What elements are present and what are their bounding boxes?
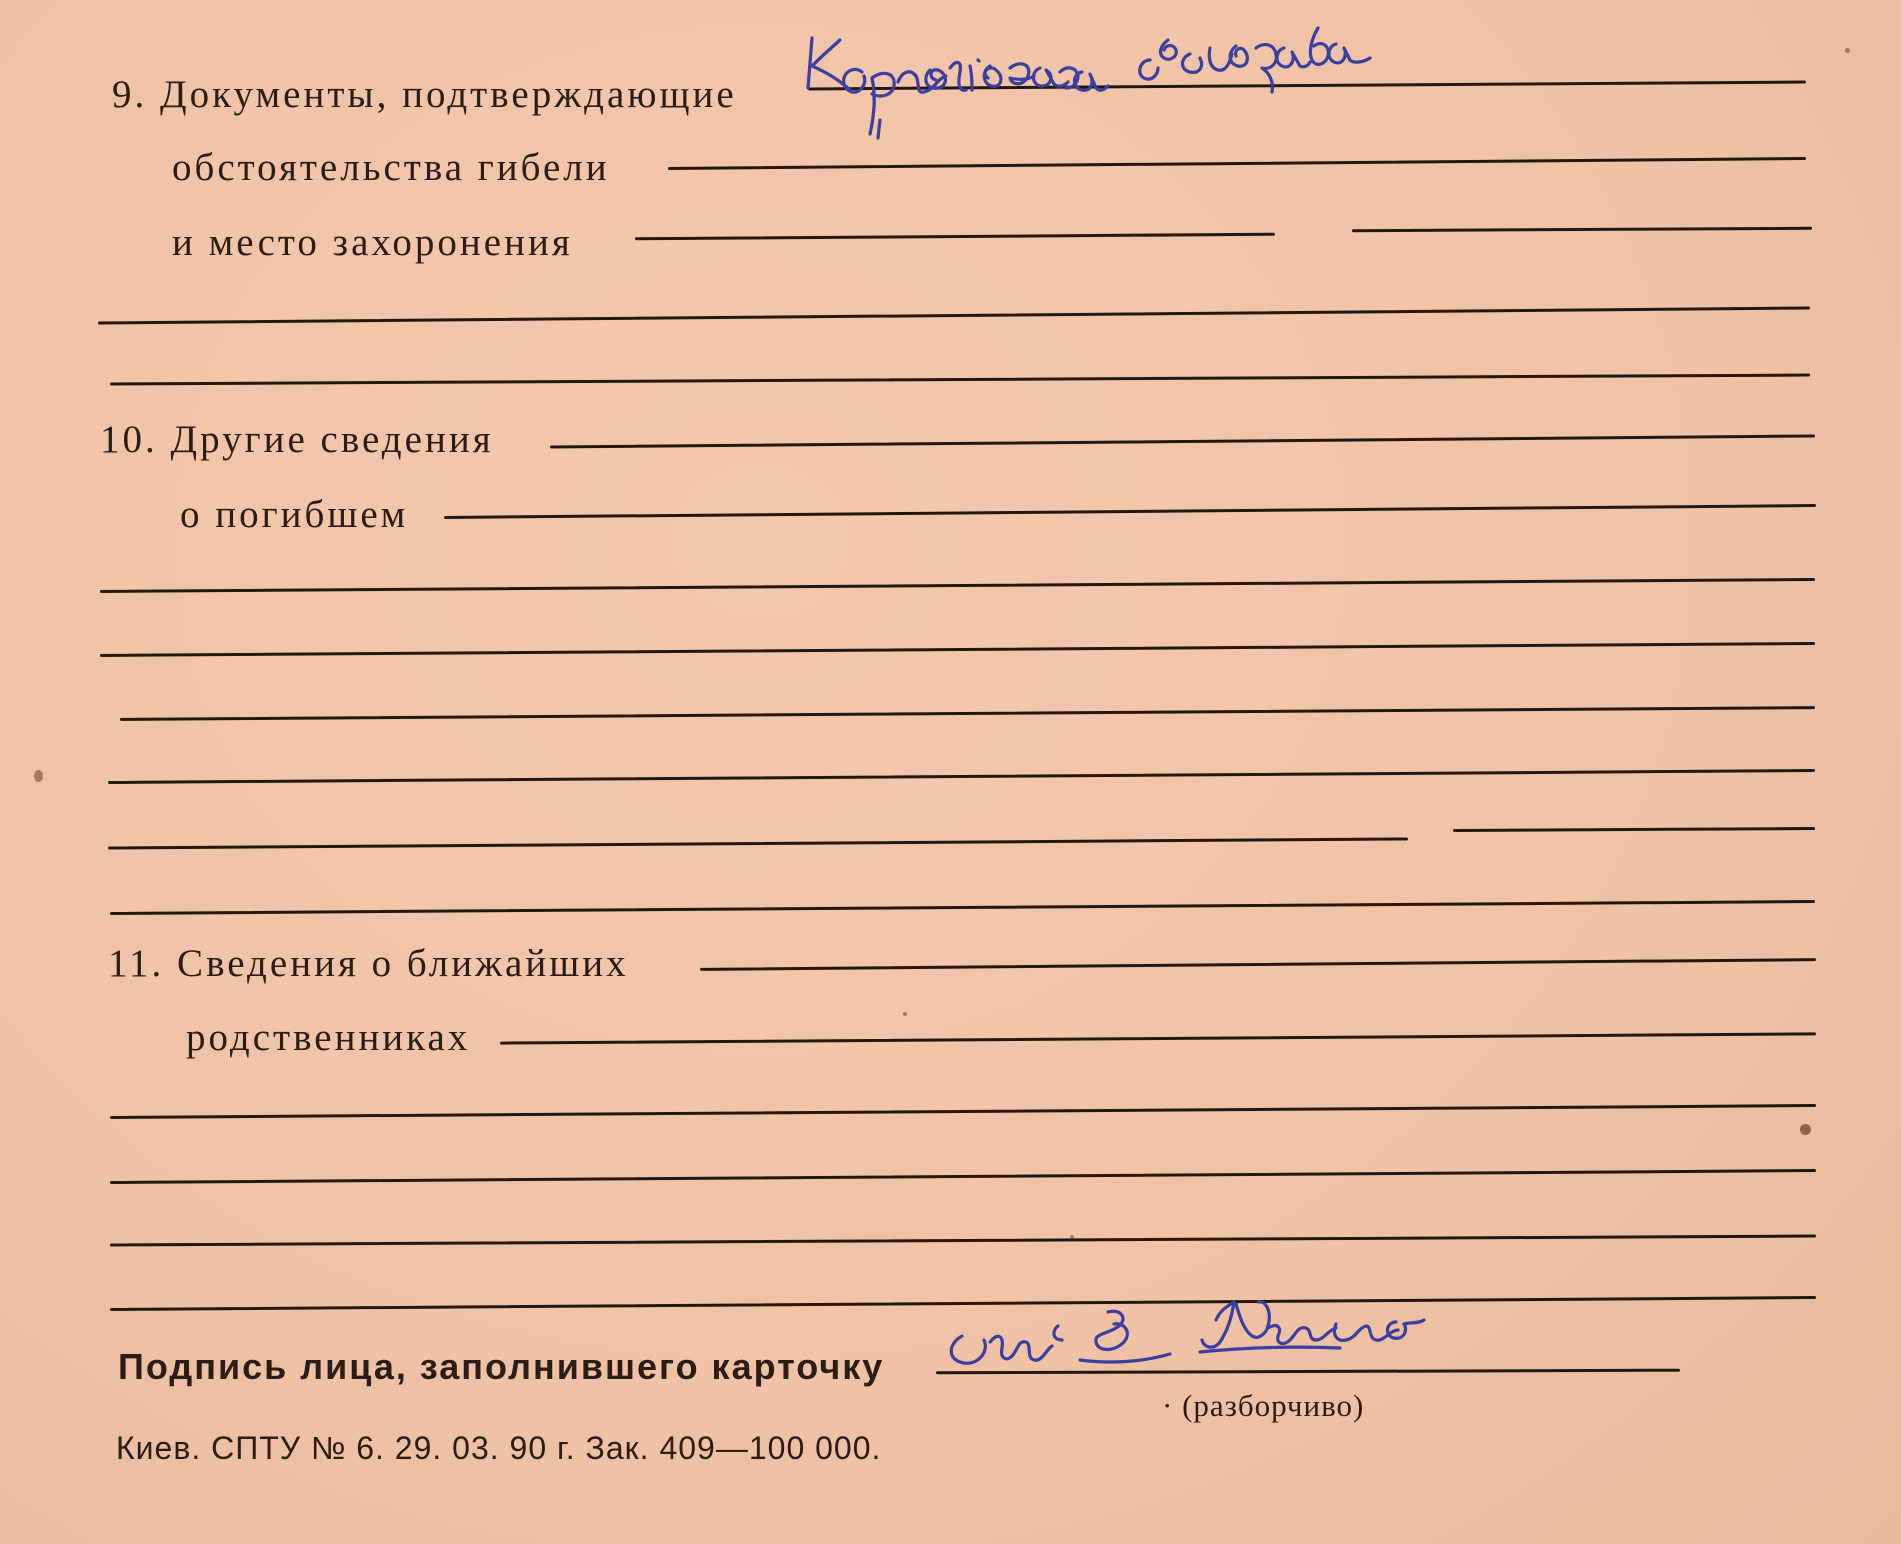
item10-answer-line	[444, 504, 1816, 519]
item9-answer-line	[668, 157, 1806, 170]
item11-label-line2: родственниках	[186, 1016, 471, 1059]
print-imprint: Киев. СПТУ № 6. 29. 03. 90 г. Зак. 409—100 000.	[116, 1430, 882, 1466]
item10-label-line2: о погибшем	[180, 493, 409, 536]
item11-answer-line	[110, 1296, 1816, 1311]
item10-answer-line	[110, 900, 1815, 915]
item9-answer-line	[808, 81, 1806, 91]
item10-answer-line	[1453, 827, 1815, 832]
item11-answer-line	[110, 1235, 1816, 1247]
item11-answer-line	[110, 1169, 1816, 1184]
item10-answer-line	[550, 434, 1815, 448]
signature-hint: · (разборчиво)	[1162, 1388, 1365, 1423]
item9-answer-line	[98, 307, 1810, 325]
paper-speck	[1800, 1124, 1811, 1135]
item11-answer-line	[500, 1032, 1816, 1044]
item9-answer-line	[110, 374, 1810, 386]
item10-answer-line	[100, 642, 1815, 657]
signature-label: Подпись лица, заполнившего карточку	[118, 1346, 885, 1387]
item11-label-line1: 11. Сведения о ближайших	[108, 942, 629, 985]
paper-speck	[34, 770, 43, 782]
paper-speck	[903, 1012, 907, 1016]
item9-answer-line	[635, 233, 1275, 240]
item10-label-line1: 10. Другие сведения	[100, 418, 494, 461]
item10-answer-line	[108, 837, 1408, 849]
item10-answer-line	[100, 578, 1815, 593]
item10-answer-line	[120, 706, 1815, 721]
paper-speck	[1845, 48, 1850, 53]
item9-label-line2: обстоятельства гибели	[172, 146, 610, 189]
item9-label-line1: 9. Документы, подтверждающие	[112, 73, 737, 116]
item11-answer-line	[700, 958, 1816, 971]
item11-answer-line	[110, 1104, 1816, 1119]
signature-line	[936, 1369, 1680, 1375]
item9-label-line3: и место захоронения	[172, 221, 573, 264]
signature-scribble	[951, 1336, 985, 1363]
item10-answer-line	[108, 769, 1815, 784]
item9-answer-line	[1352, 227, 1812, 232]
